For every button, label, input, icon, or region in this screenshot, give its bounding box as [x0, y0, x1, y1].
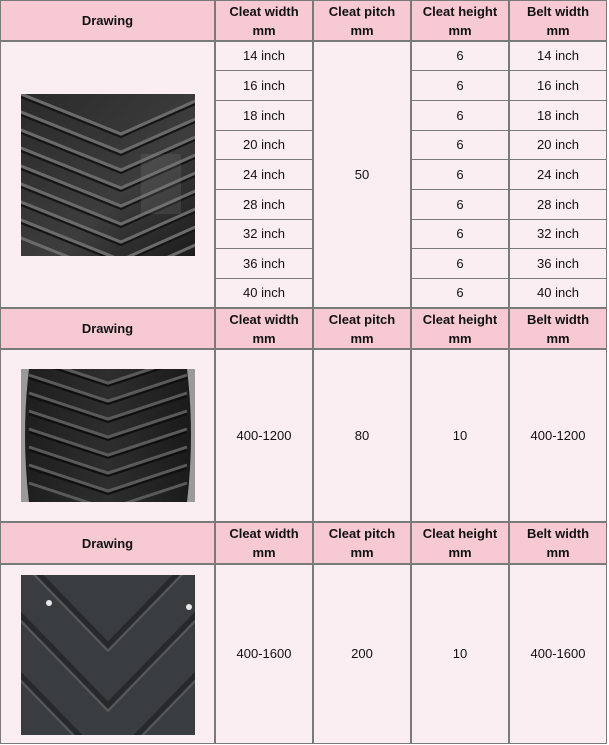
s1-row-1-cleat-width — [215, 70, 313, 101]
s1-row-8-belt-width — [509, 278, 607, 308]
header-unit: mm — [546, 545, 570, 560]
s1-row-5-cleat-width — [215, 189, 313, 220]
cell-text: 80 — [354, 427, 370, 443]
cell-text: 18 inch — [537, 107, 579, 123]
header-drawing-2 — [0, 308, 215, 349]
belt-photo-chevron-small — [21, 94, 195, 256]
cell-text: 18 inch — [243, 107, 285, 123]
cell-text: 40 inch — [243, 285, 285, 300]
header-cleat-width-2 — [215, 308, 313, 349]
header-drawing-label: Drawing — [81, 13, 134, 28]
header-cleat-pitch-3 — [313, 522, 411, 564]
s1-row-6-cleat-height — [411, 219, 509, 249]
cell-text: 6 — [456, 285, 464, 300]
s1-row-4-cleat-height — [411, 159, 509, 190]
cell-text: 36 inch — [537, 255, 579, 271]
header-label: Belt width — [526, 526, 590, 541]
header-label: Cleat height — [422, 526, 498, 541]
s1-row-1-belt-width — [509, 70, 607, 101]
s1-row-6-belt-width — [509, 219, 607, 249]
cell-text: 6 — [456, 137, 464, 152]
header-drawing-1 — [0, 0, 215, 41]
cell-text: 200 — [351, 646, 373, 661]
s1-row-7-belt-width — [509, 248, 607, 279]
s1-row-3-cleat-width — [215, 130, 313, 160]
header-cleat-height-3 — [411, 522, 509, 564]
cell-text: 6 — [456, 77, 464, 93]
header-label: Belt width — [526, 3, 590, 19]
cleat-pitch-value-1 — [313, 41, 411, 308]
header-unit: mm — [350, 22, 374, 38]
header-cleat-width-1 — [215, 0, 313, 41]
header-label: Cleat height — [422, 311, 498, 327]
header-cleat-height-2 — [411, 308, 509, 349]
header-unit: mm — [350, 545, 374, 560]
header-cleat-pitch-1 — [313, 0, 411, 41]
s3-cleat-pitch — [313, 564, 411, 744]
s1-row-3-cleat-height — [411, 130, 509, 160]
s1-row-5-belt-width — [509, 189, 607, 220]
header-unit: mm — [252, 330, 276, 346]
cell-text: 14 inch — [537, 48, 579, 63]
header-unit: mm — [448, 330, 472, 346]
header-label: Cleat pitch — [328, 311, 396, 327]
cell-text: 16 inch — [243, 77, 285, 93]
cell-text: 24 inch — [243, 166, 285, 182]
header-label: Cleat pitch — [328, 3, 396, 19]
cell-text: 32 inch — [537, 226, 579, 241]
cell-text: 24 inch — [537, 166, 579, 182]
cell-text: 40 inch — [537, 285, 579, 300]
cell-text: 6 — [456, 48, 464, 63]
s1-row-2-belt-width — [509, 100, 607, 131]
header-cleat-pitch-2 — [313, 308, 411, 349]
belt-photo-chevron-large — [21, 575, 195, 735]
cell-text: 400-1200 — [236, 427, 292, 443]
s1-row-8-cleat-width — [215, 278, 313, 308]
cleat-pitch-text: 50 — [354, 166, 370, 182]
cell-text: 6 — [456, 196, 464, 212]
cell-text: 20 inch — [537, 137, 579, 152]
header-belt-width-1 — [509, 0, 607, 41]
s1-row-8-cleat-height — [411, 278, 509, 308]
header-label: Cleat width — [229, 526, 299, 541]
belt-photo-chevron-medium — [21, 369, 195, 502]
s2-cleat-height — [411, 349, 509, 522]
header-unit: mm — [448, 545, 472, 560]
cell-text: 6 — [456, 255, 464, 271]
header-unit: mm — [546, 330, 570, 346]
header-cleat-width-3 — [215, 522, 313, 564]
s2-belt-width — [509, 349, 607, 522]
header-unit: mm — [252, 22, 276, 38]
cell-text: 10 — [452, 646, 468, 661]
s1-row-4-belt-width — [509, 159, 607, 190]
s1-row-2-cleat-height — [411, 100, 509, 131]
s2-cleat-width — [215, 349, 313, 522]
s1-row-5-cleat-height — [411, 189, 509, 220]
s1-row-2-cleat-width — [215, 100, 313, 131]
header-drawing-3 — [0, 522, 215, 564]
header-cleat-height-1 — [411, 0, 509, 41]
header-unit: mm — [350, 330, 374, 346]
header-label: Cleat width — [229, 311, 299, 327]
s1-row-3-belt-width — [509, 130, 607, 160]
header-belt-width-3 — [509, 522, 607, 564]
cell-text: 36 inch — [243, 255, 285, 271]
cell-text: 28 inch — [243, 196, 285, 212]
header-label: Cleat height — [422, 3, 498, 19]
cell-text: 400-1600 — [530, 646, 586, 661]
cell-text: 10 — [452, 427, 468, 443]
s1-row-7-cleat-height — [411, 248, 509, 279]
s3-cleat-width — [215, 564, 313, 744]
cell-text: 6 — [456, 166, 464, 182]
s1-row-0-belt-width — [509, 41, 607, 71]
cell-text: 14 inch — [243, 48, 285, 63]
s2-cleat-pitch — [313, 349, 411, 522]
header-unit: mm — [448, 22, 472, 38]
s1-row-7-cleat-width — [215, 248, 313, 279]
s1-row-0-cleat-width — [215, 41, 313, 71]
header-unit: mm — [252, 545, 276, 560]
s1-row-6-cleat-width — [215, 219, 313, 249]
s1-row-0-cleat-height — [411, 41, 509, 71]
header-belt-width-2 — [509, 308, 607, 349]
cell-text: 28 inch — [537, 196, 579, 212]
header-drawing-label: Drawing — [81, 535, 134, 551]
cell-text: 32 inch — [243, 226, 285, 241]
s1-row-1-cleat-height — [411, 70, 509, 101]
s1-row-4-cleat-width — [215, 159, 313, 190]
cell-text: 20 inch — [243, 137, 285, 152]
cell-text: 400-1200 — [530, 427, 586, 443]
header-label: Cleat width — [229, 3, 299, 19]
s3-belt-width — [509, 564, 607, 744]
header-unit: mm — [546, 22, 570, 38]
header-label: Cleat pitch — [328, 526, 396, 541]
cell-text: 400-1600 — [236, 646, 292, 661]
header-drawing-label: Drawing — [81, 321, 134, 336]
cell-text: 6 — [456, 226, 464, 241]
s3-cleat-height — [411, 564, 509, 744]
cell-text: 6 — [456, 107, 464, 123]
header-label: Belt width — [526, 311, 590, 327]
cell-text: 16 inch — [537, 77, 579, 93]
